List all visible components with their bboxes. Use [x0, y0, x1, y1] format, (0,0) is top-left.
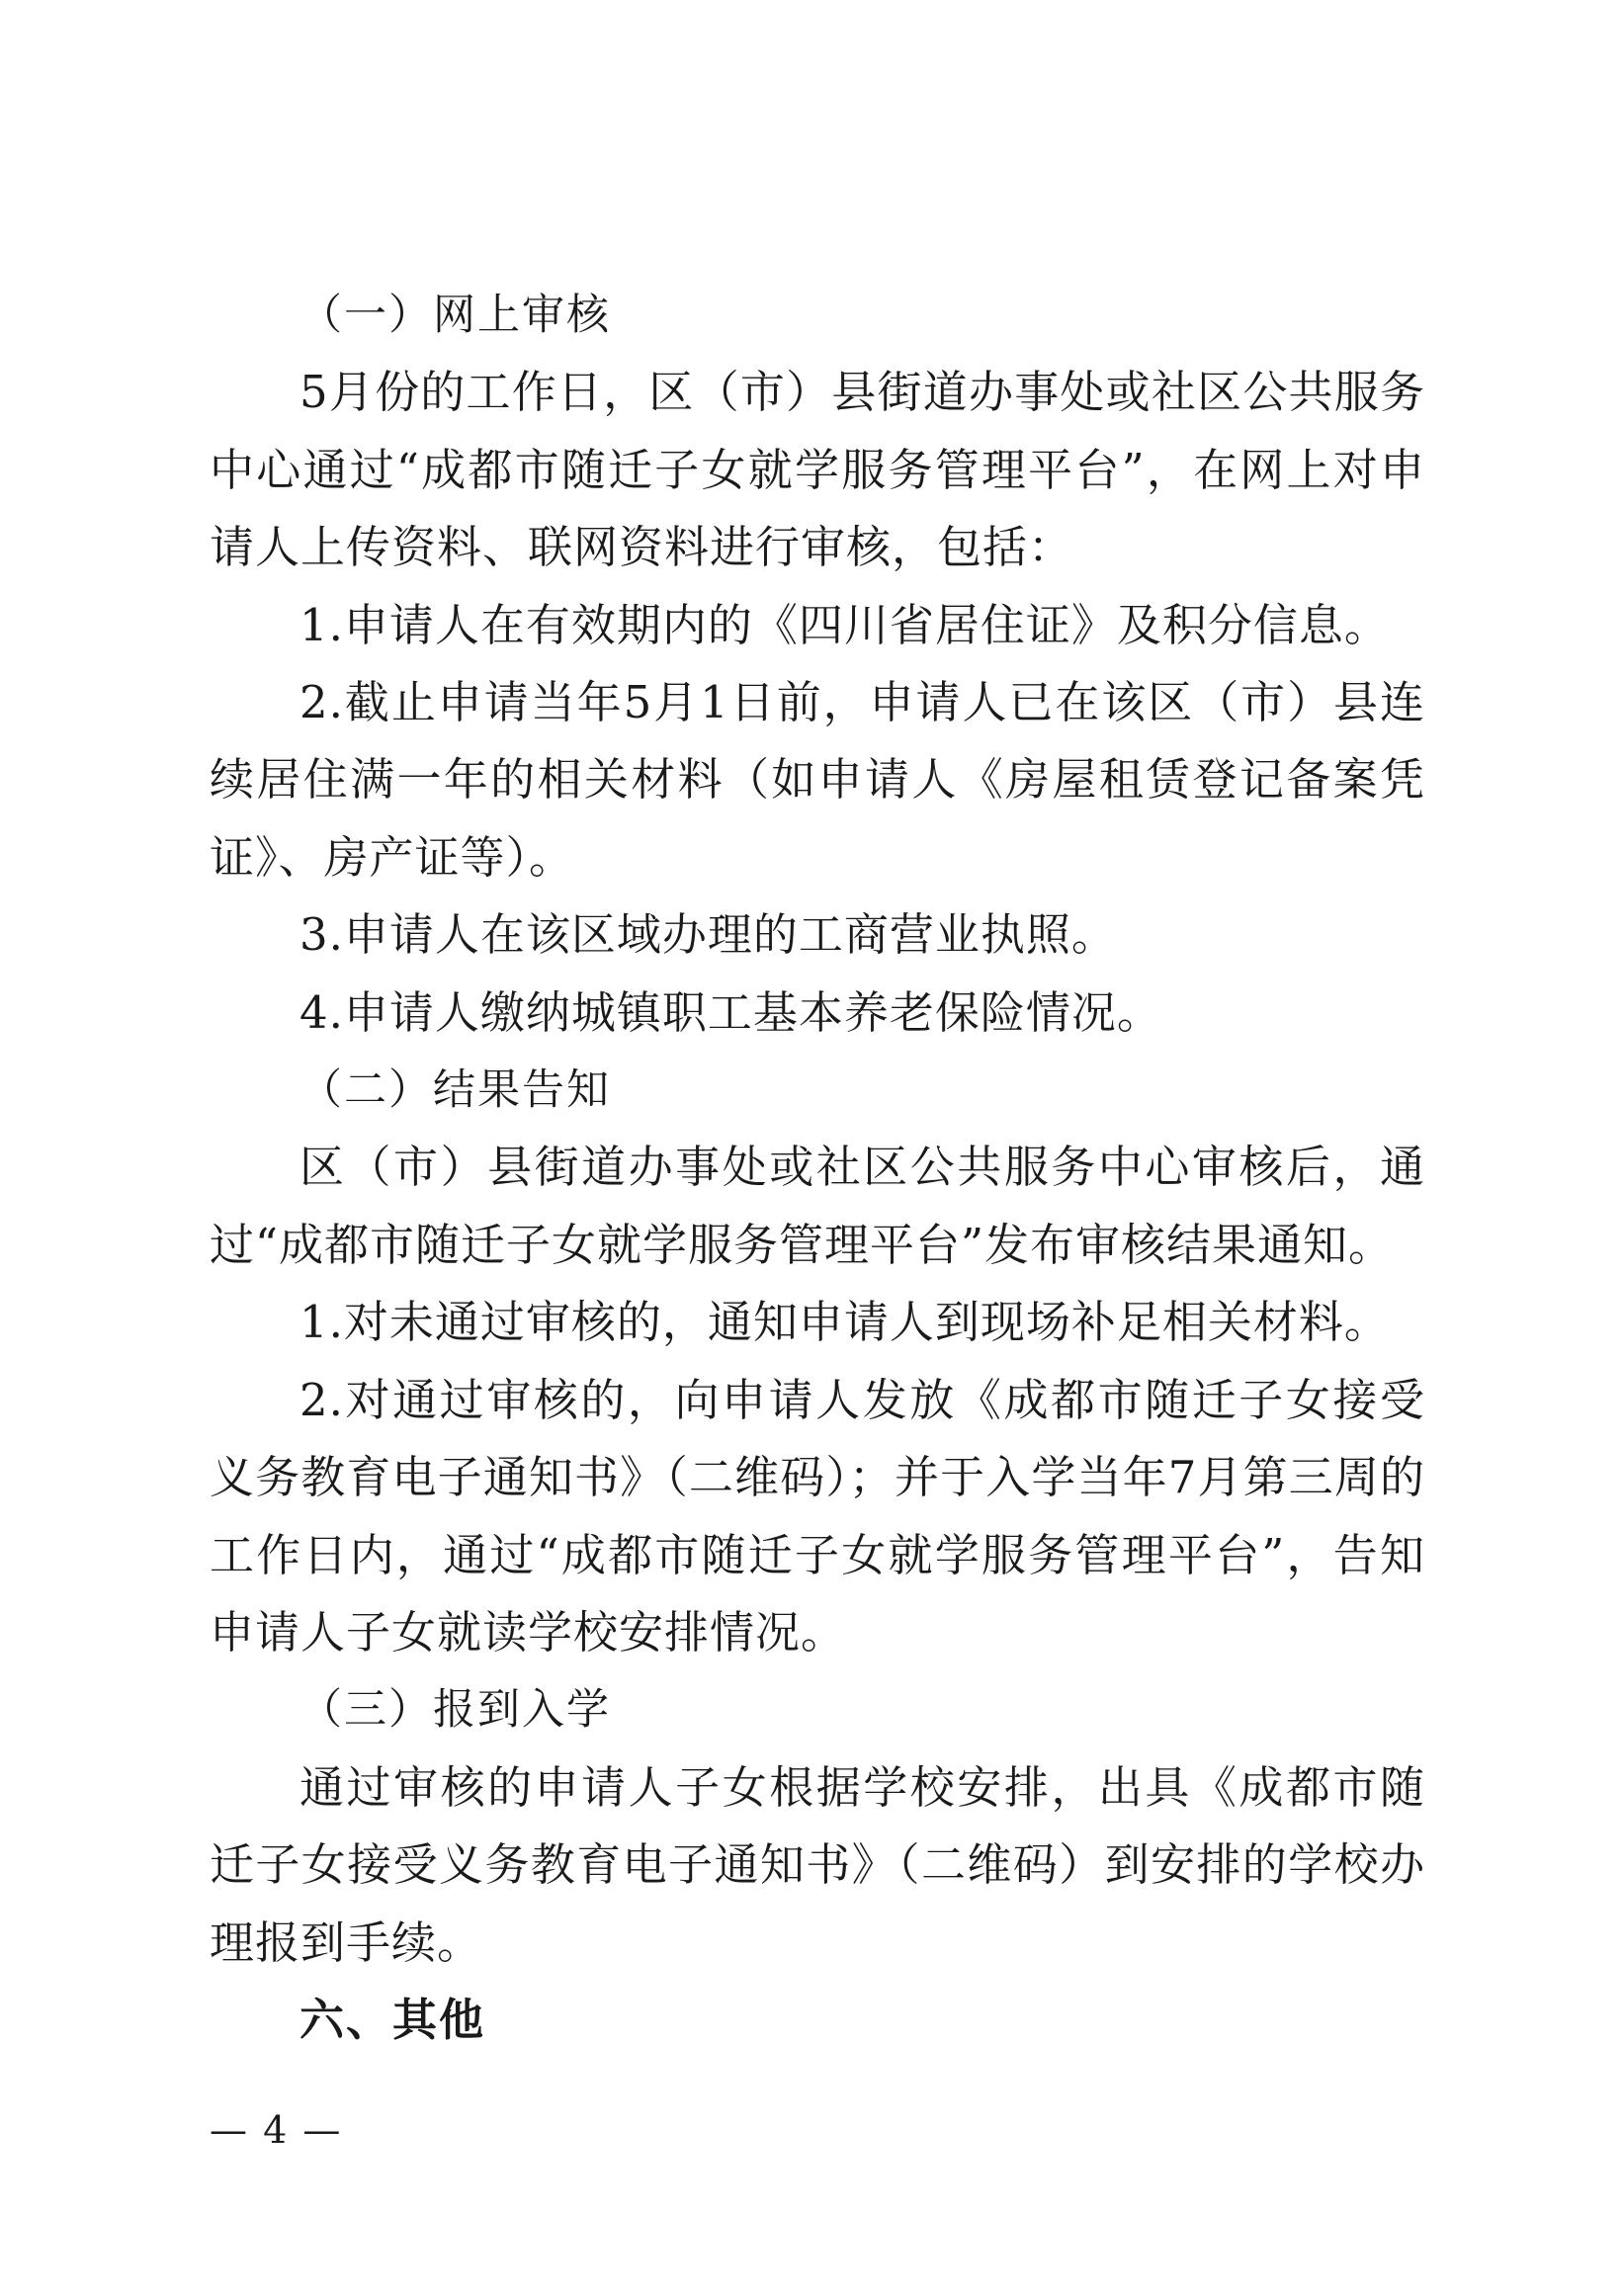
paragraph-result-item-1: 1.对未通过审核的，通知申请人到现场补足相关材料。: [299, 1296, 1390, 1349]
subheading-result-notice: （二）结果告知: [299, 1065, 611, 1116]
paragraph-online-review-intro: 5月份的工作日，区（市）县街道办事处或社区公共服务中心通过“成都市随迁子女就学服务管理平台”，在网上对申请人上传资料、联网资料进行审核，包括：: [210, 366, 1425, 574]
document-body: [210, 277, 1425, 2059]
heading-others: 六、其他: [299, 1993, 486, 2046]
paragraph-result-intro: 区（市）县街道办事处或社区公共服务中心审核后，通过“成都市随迁子女就学服务管理平台”发布审核结果通知。: [210, 1141, 1425, 1271]
paragraph-item-1: 1.申请人在有效期内的《四川省居住证》及积分信息。: [299, 598, 1390, 651]
paragraph-item-3: 3.申请人在该区域办理的工商营业执照。: [299, 908, 1117, 962]
paragraph-item-4: 4.申请人缴纳城镇职工基本养老保险情况。: [299, 985, 1162, 1039]
page-number: — 4 —: [210, 2108, 343, 2152]
paragraph-item-2: 2.截止申请当年5月1日前，申请人已在该区（市）县连续居住满一年的相关材料（如申请人《房屋租赁登记备案凭证》、房产证等）。: [210, 676, 1425, 884]
subheading-enrollment: （三）报到入学: [299, 1685, 611, 1736]
paragraph-enrollment: 通过审核的申请人子女根据学校安排，出具《成都市随迁子女接受义务教育电子通知书》（二维码）到安排的学校办理报到手续。: [210, 1760, 1425, 1969]
subheading-online-review: （一）网上审核: [299, 291, 611, 340]
paragraph-result-item-2: 2.对通过审核的，向申请人发放《成都市随迁子女接受义务教育电子通知书》（二维码）；并于入学当年7月第三周的工作日内，通过“成都市随迁子女就学服务管理平台”，告知申请人子女就读学校安排情况。: [210, 1373, 1425, 1658]
